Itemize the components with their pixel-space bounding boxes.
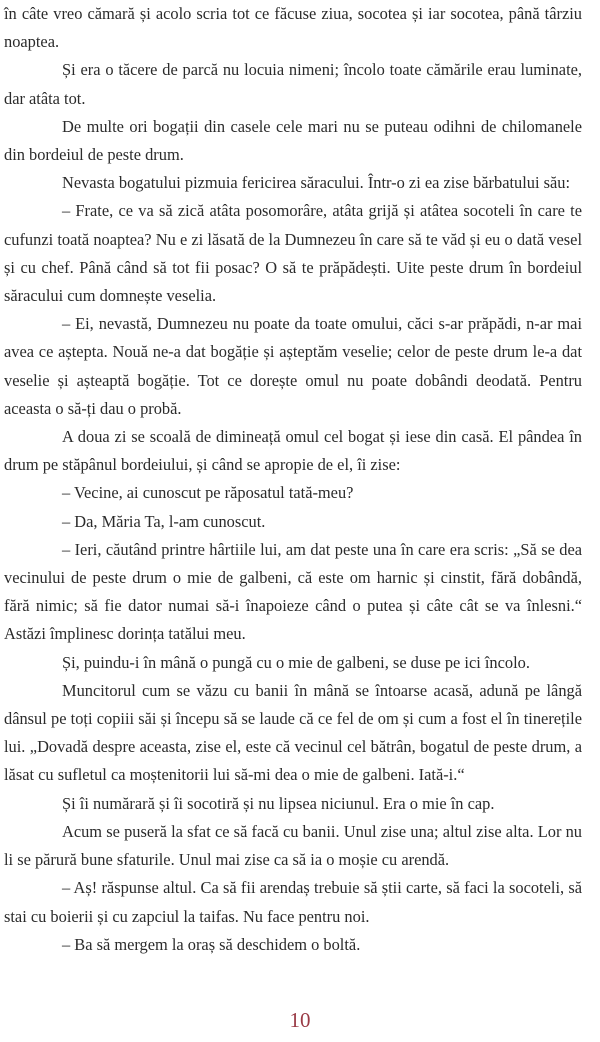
paragraph-continuation: în câte vreo cămară și acolo scria tot ce făcuse ziua, socotea și iar socotea, până târziu noaptea. (4, 4, 582, 52)
paragraph: Și, puindu-i în mână o pungă cu o mie de galbeni, se duse pe ici încolo. (62, 652, 530, 672)
dialogue-paragraph: – Vecine, ai cunoscut pe răposatul tată-meu? (62, 483, 354, 503)
paragraph: Muncitorul cum se văzu cu banii în mână se întoarse acasă, adună pe lângă dânsul pe toți copiii săi și începu să se laude că ce fel de om și cum a fost el în tinerețile lui. „Dovadă despre aceasta, zise el, este că vecinul cel bătrân, bogatul de peste drum, a lăsat cu sufletul ca moștenitorii lui să-mi dea o mie de galbeni. Iată-i.“ (4, 680, 582, 785)
paragraph: Acum se puseră la sfat ce să facă cu banii. Unul zise una; altul zise alta. Lor nu li se părură bune sfaturile. Unul mai zise ca să ia o moșie cu arendă. (4, 821, 582, 870)
dialogue-paragraph: – Ei, nevastă, Dumnezeu nu poate da toate omului, căci s-ar prăpădi, n-ar mai avea ce aștepta. Nouă ne-a dat bogăție și așteptăm veselie; celor de peste drum le-a dat veselie și așteaptă bogăție. Tot ce dorește omul nu poate dobândi deodată. Pentru aceasta o să-ți dau o probă. (4, 314, 582, 418)
page-number: 10 (289, 1008, 311, 1032)
paragraph: A doua zi se scoală de dimineață omul cel bogat și iese din casă. El pândea în drum pe stăpânul bordeiului, și când se apropie de el, îi zise: (4, 427, 582, 475)
dialogue-paragraph: – Ba să mergem la oraș să deschidem o boltă. (62, 934, 361, 954)
paragraph: De multe ori bogații din casele cele mari nu se puteau odihni de chilomanele din bordeiul de peste drum. (4, 116, 582, 165)
dialogue-paragraph: – Ieri, căutând printre hârtiile lui, am dat peste una în care era scris: „Să se dea vecinului de peste drum o mie de galbeni, că este om harnic și cinstit, fără dobândă, fără nimic; să fie dator numai să-i înapoieze când o putea și câte cât se va înlesni.“ Astăzi împlinesc dorința tatălui meu. (4, 539, 582, 644)
dialogue-paragraph: – Frate, ce va să zică atâta posomorâre, atâta grijă și atâtea socoteli în care te cufunzi toată noaptea? Nu e zi lăsată de la Dumnezeu în care să te văd și eu o dată vesel și cu chef. Până când să tot fii posac? O să te prăpădești. Uite peste drum în bordeiul săracului cum domnește veselia. (4, 201, 582, 306)
paragraph: Nevasta bogatului pizmuia fericirea săracului. Într-o zi ea zise bărbatului său: (62, 173, 571, 193)
book-page (4, 0, 582, 959)
dialogue-paragraph: – Aș! răspunse altul. Ca să fii arendaș trebuie să știi carte, să faci la socoteli, să stai cu boierii și cu zapciul la taifas. Nu face pentru noi. (4, 878, 582, 926)
paragraph: Și îi numărară și îi socotiră și nu lipsea niciunul. Era o mie în cap. (62, 793, 495, 813)
paragraph: Și era o tăcere de parcă nu locuia nimeni; încolo toate cămările erau luminate, dar atâta tot. (4, 60, 582, 108)
dialogue-paragraph: – Da, Măria Ta, l-am cunoscut. (62, 511, 266, 531)
